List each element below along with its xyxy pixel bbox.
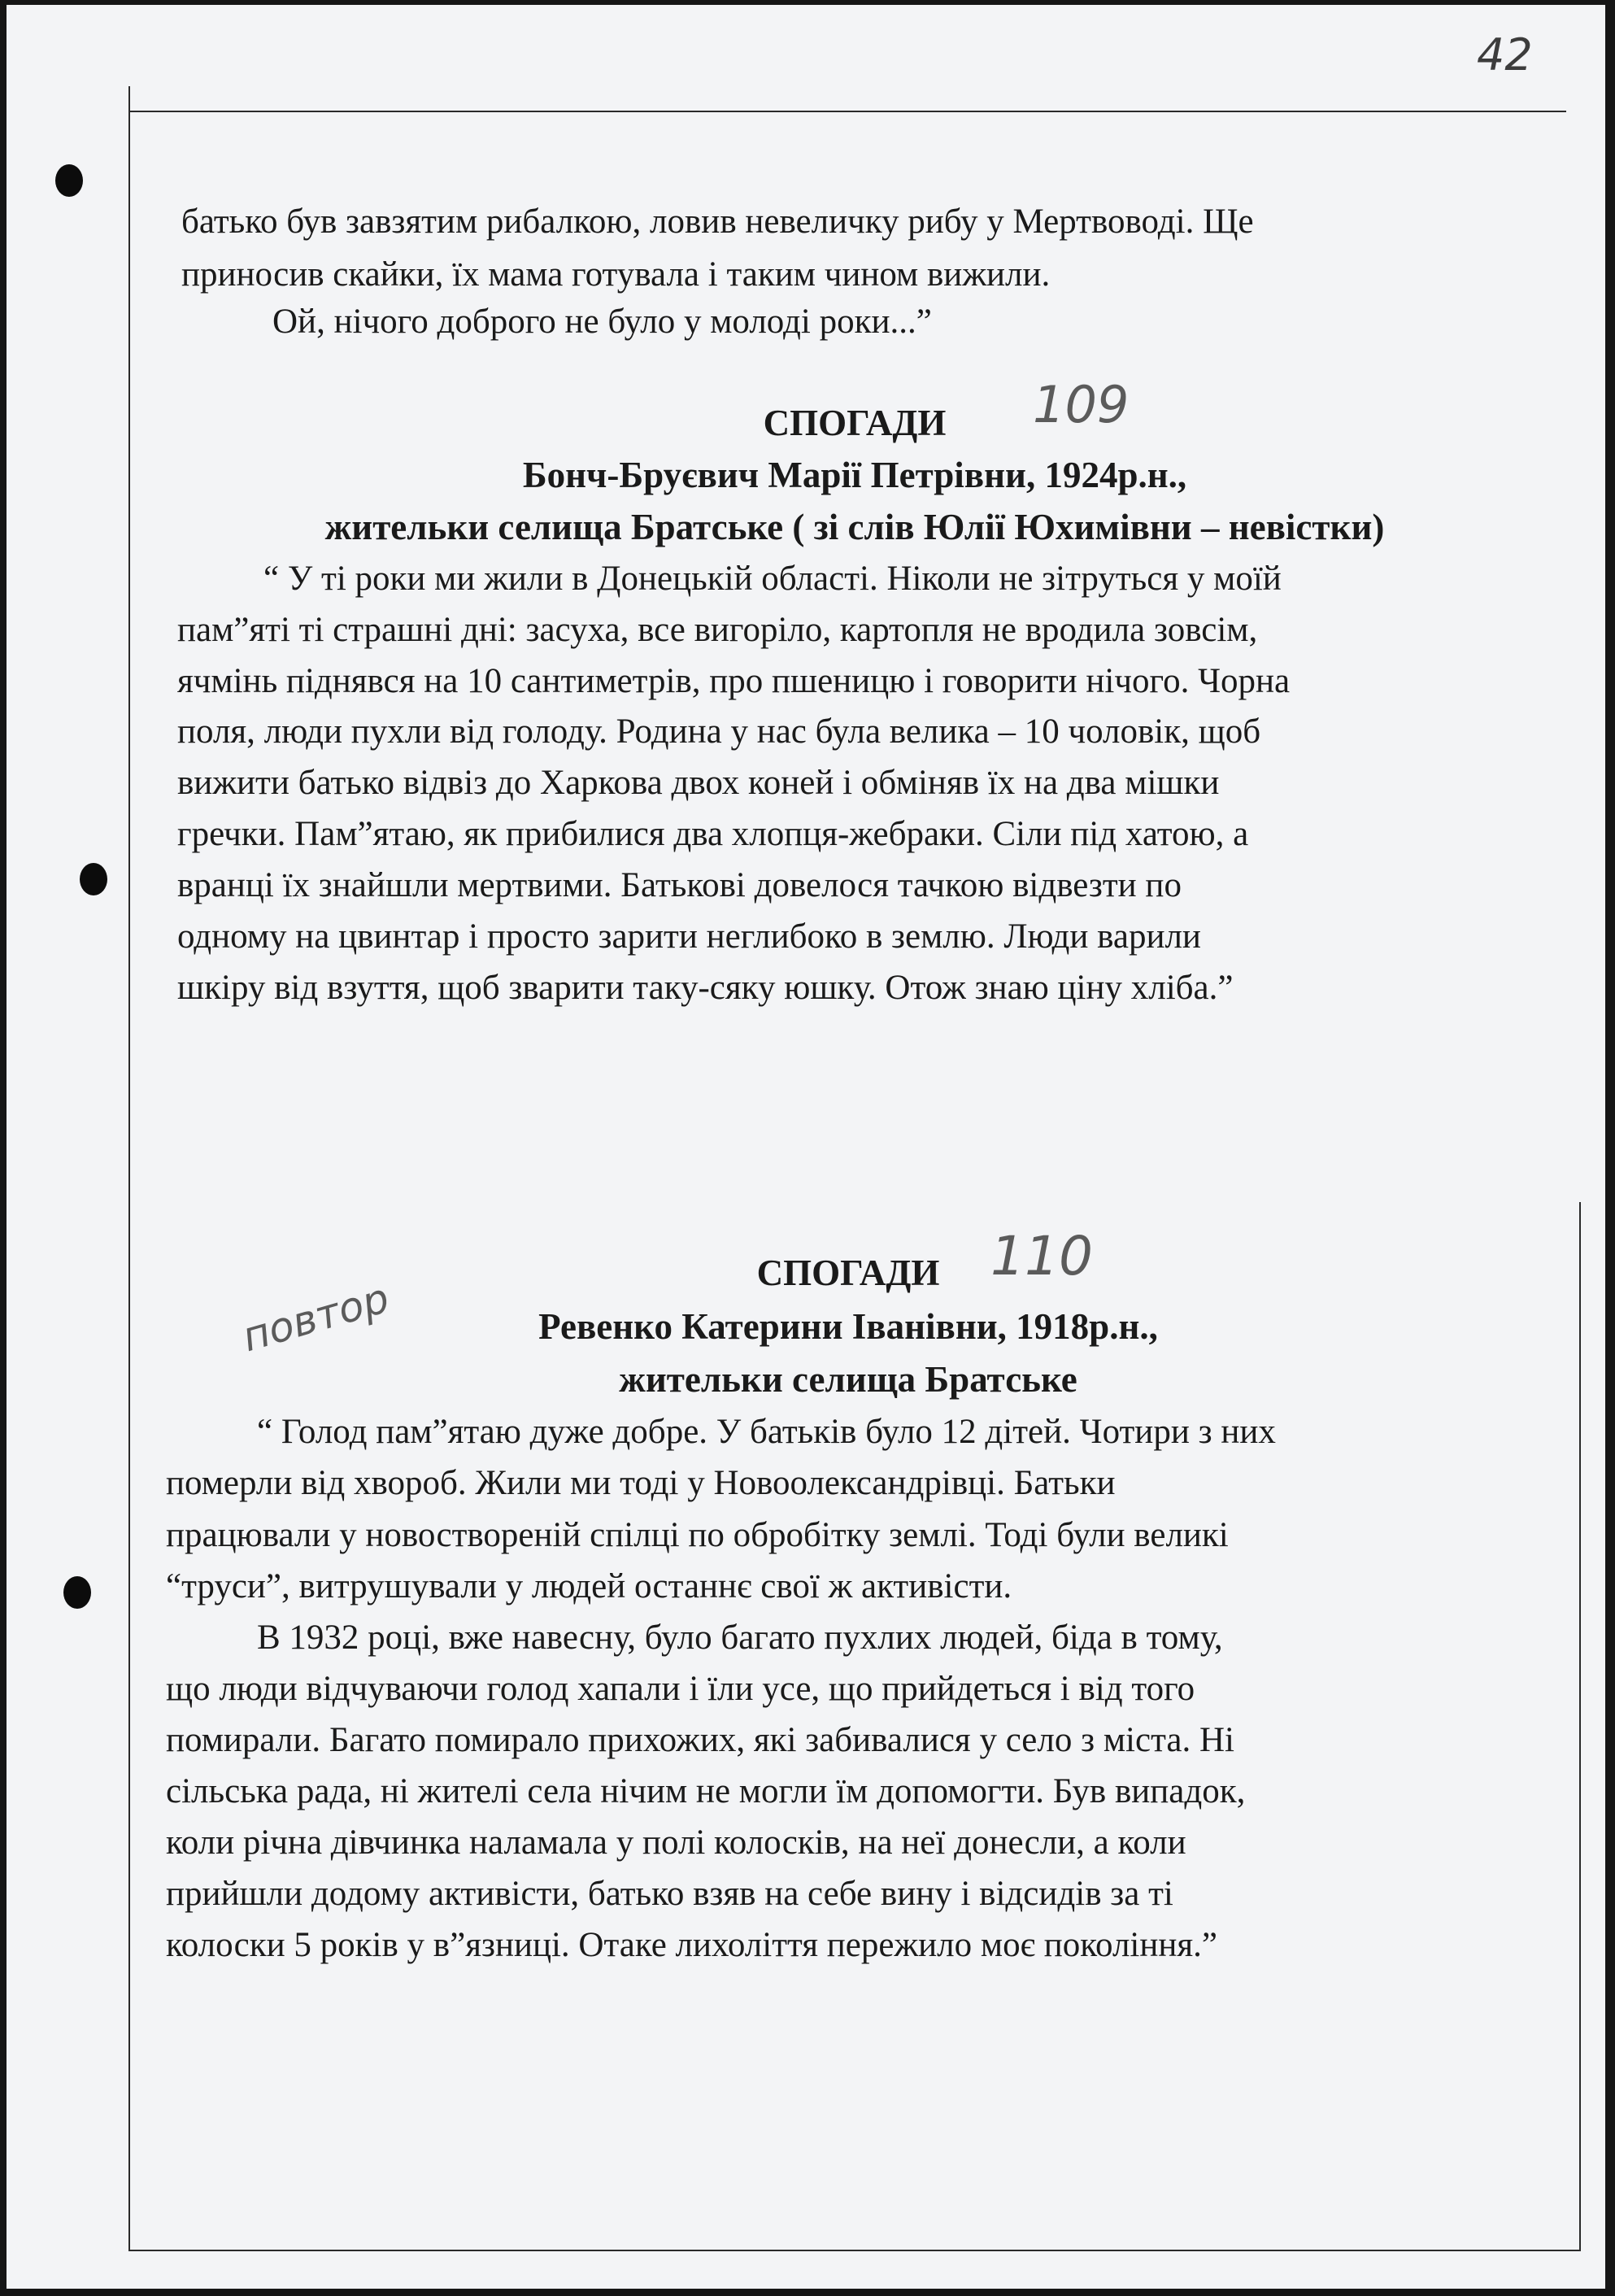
- section-heading: СПОГАДИ: [763, 403, 947, 443]
- handwritten-number: 110: [990, 1225, 1093, 1287]
- punch-hole: [80, 863, 107, 895]
- document-page: [7, 5, 1605, 2289]
- paragraph-line: коли річна дівчинка наламала у полі колосків, на неї донесли, а коли: [166, 1823, 1186, 1862]
- intro-line: приносив скайки, їх мама готувала і таким чином вижили.: [181, 255, 1051, 294]
- punch-hole: [63, 1576, 91, 1609]
- frame-border-right: [1579, 1202, 1581, 2251]
- section-subheading: жительки селища Братське ( зі слів Юлії Юхимівни – невістки): [324, 507, 1385, 547]
- paragraph-line: ячмінь піднявся на 10 сантиметрів, про пшеницю і говорити нічого. Чорна: [177, 662, 1291, 700]
- intro-line: Ой, нічого доброго не було у молоді роки...”: [272, 303, 932, 341]
- punch-hole: [55, 164, 83, 197]
- page-number: 42: [1477, 29, 1533, 81]
- paragraph-line: “труси”, витрушували у людей останнє свої ж активісти.: [166, 1567, 1012, 1605]
- paragraph-line: працювали у новоствореній спілці по обробітку землі. Тоді були великі: [166, 1516, 1229, 1554]
- paragraph-line: поля, люди пухли від голоду. Родина у нас була велика – 10 чоловік, щоб: [177, 712, 1261, 751]
- paragraph-line: прийшли додому активісти, батько взяв на себе вину і відсидів за ті: [166, 1875, 1173, 1913]
- handwritten-number: 109: [1033, 375, 1130, 434]
- intro-line: батько був завзятим рибалкою, ловив невеличку рибу у Мертвоводі. Ще: [181, 203, 1254, 241]
- frame-border-bottom: [128, 2250, 1581, 2251]
- paragraph-line: “ Голод пам”ятаю дуже добре. У батьків було 12 дітей. Чотири з них: [257, 1413, 1276, 1451]
- frame-border-top: [128, 111, 1566, 112]
- paragraph-line: В 1932 році, вже навесну, було багато пухлих людей, біда в тому,: [257, 1619, 1223, 1657]
- paragraph-line: вранці їх знайшли мертвими. Батькові довелося тачкою відвезти по: [177, 866, 1182, 904]
- paragraph-line: що люди відчуваючи голод хапали і їли усе, що прийдеться і від того: [166, 1670, 1195, 1708]
- section-subheading: Ревенко Катерини Іванівни, 1918р.н.,: [538, 1306, 1158, 1347]
- paragraph-line: “ У ті роки ми жили в Донецькій області. Ніколи не зітруться у моїй: [263, 560, 1282, 598]
- handwritten-note: повтор: [237, 1274, 394, 1361]
- paragraph-line: шкіру від взуття, щоб зварити таку-сяку юшку. Отож знаю ціну хліба.”: [177, 969, 1234, 1007]
- paragraph-line: пам”яті ті страшні дні: засуха, все вигоріло, картопля не вродила зовсім,: [177, 611, 1258, 649]
- paragraph-line: гречки. Пам”ятаю, як прибилися два хлопця-жебраки. Сіли під хатою, а: [177, 815, 1249, 853]
- section-heading: СПОГАДИ: [756, 1253, 940, 1293]
- paragraph-line: вижити батько відвіз до Харкова двох коней і обміняв їх на два мішки: [177, 764, 1220, 802]
- section-subheading: жительки селища Братське: [619, 1359, 1077, 1400]
- paragraph-line: помирали. Багато помирало прихожих, які забивалися у село з міста. Ні: [166, 1721, 1234, 1759]
- paragraph-line: померли від хвороб. Жили ми тоді у Новоолександрівці. Батьки: [166, 1464, 1116, 1502]
- paragraph-line: колоски 5 років у в”язниці. Отаке лихоліття пережило моє покоління.”: [166, 1926, 1217, 1964]
- section-subheading: Бонч-Бруєвич Марії Петрівни, 1924р.н.,: [522, 455, 1187, 495]
- paragraph-line: одному на цвинтар і просто зарити неглибоко в землю. Люди варили: [177, 917, 1201, 956]
- paragraph-line: сільська рада, ні жителі села нічим не могли їм допомогти. Був випадок,: [166, 1772, 1246, 1810]
